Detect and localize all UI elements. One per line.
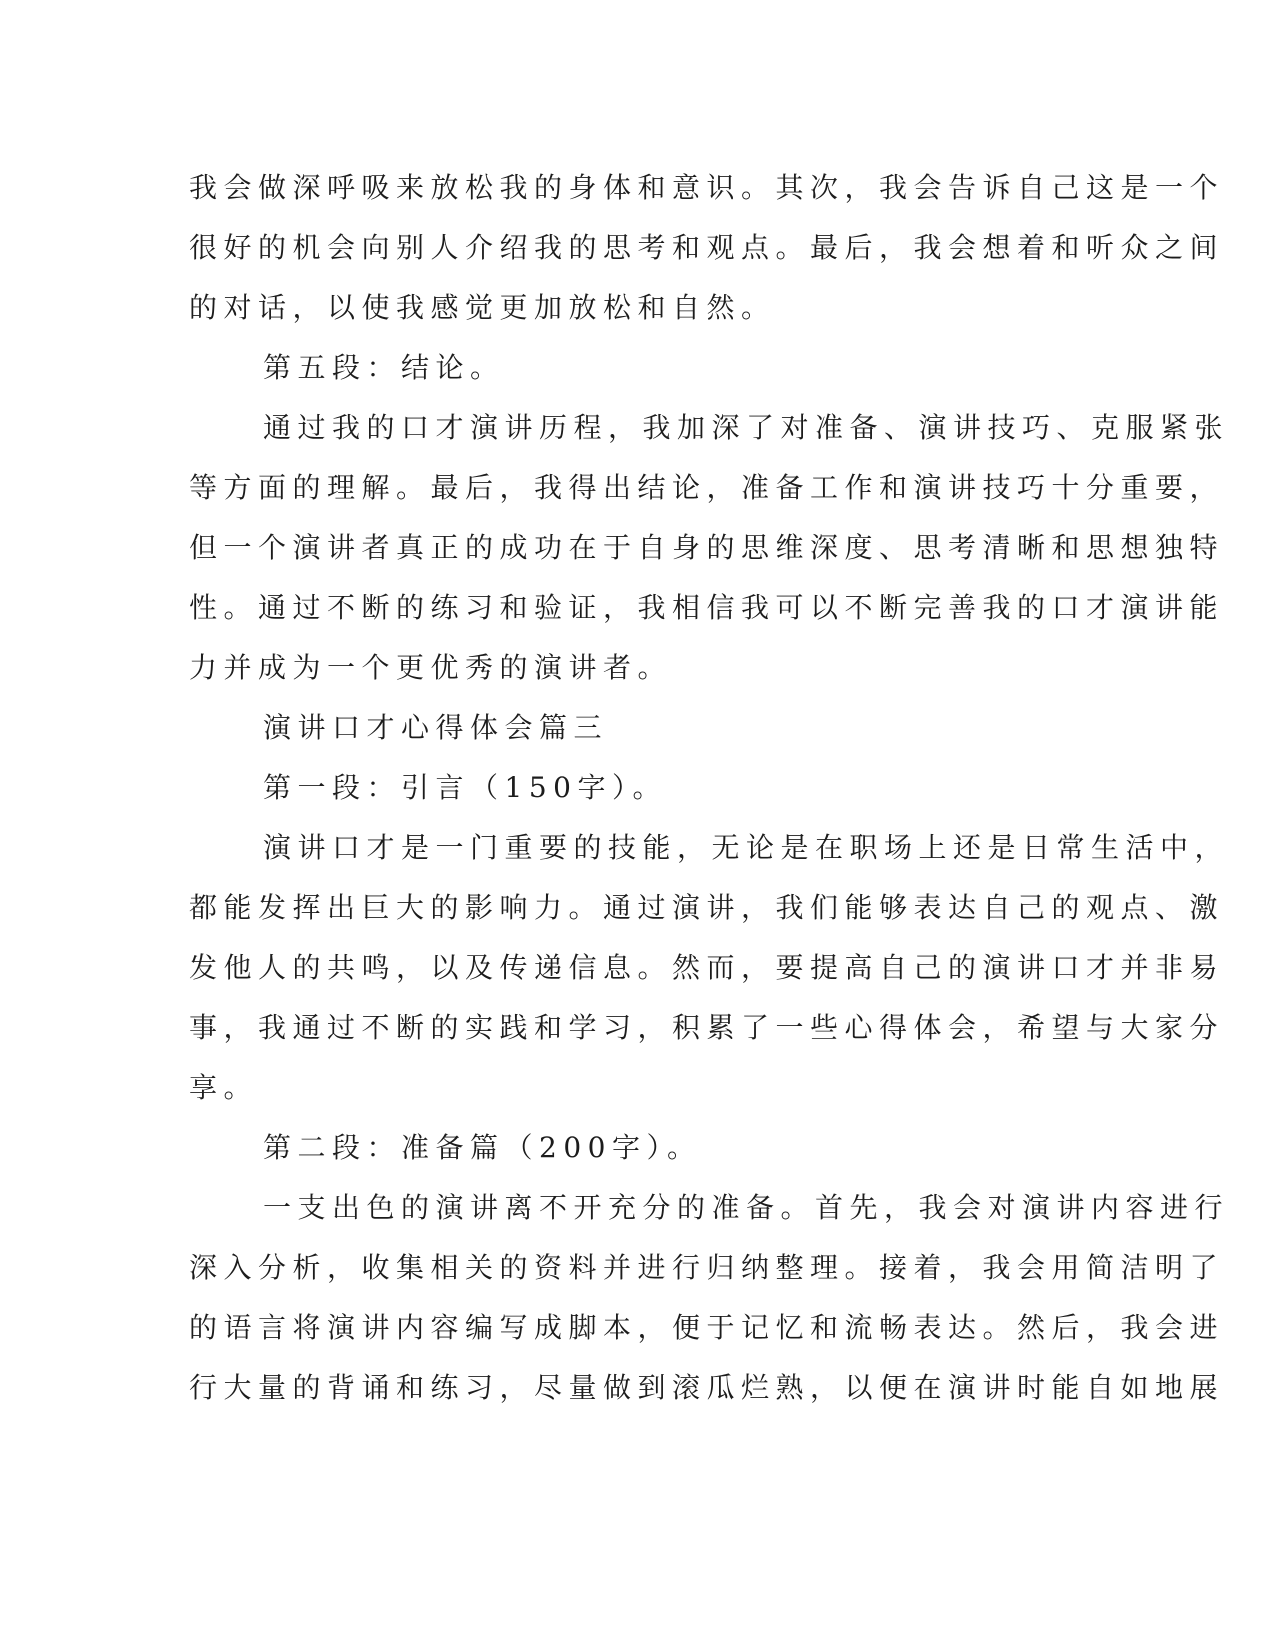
section-heading: 第二段：准备篇（200字）。 [263, 1131, 702, 1164]
paragraph-line: 深入分析，收集相关的资料并进行归纳整理。接着，我会用简洁明了 [189, 1251, 1225, 1284]
paragraph-line: 很好的机会向别人介绍我的思考和观点。最后，我会想着和听众之间 [189, 231, 1225, 264]
paragraph-line: 行大量的背诵和练习，尽量做到滚瓜烂熟，以便在演讲时能自如地展 [189, 1371, 1225, 1404]
paragraph-line: 的对话，以使我感觉更加放松和自然。 [189, 291, 776, 324]
paragraph-line: 发他人的共鸣，以及传递信息。然而，要提高自己的演讲口才并非易 [189, 951, 1225, 984]
paragraph-line: 的语言将演讲内容编写成脚本，便于记忆和流畅表达。然后，我会进 [189, 1311, 1225, 1344]
paragraph-line: 享。 [189, 1071, 259, 1104]
paragraph-line: 通过我的口才演讲历程，我加深了对准备、演讲技巧、克服紧张 [263, 411, 1230, 444]
paragraph-line: 都能发挥出巨大的影响力。通过演讲，我们能够表达自己的观点、激 [189, 891, 1225, 924]
article-title: 演讲口才心得体会篇三 [263, 711, 609, 744]
paragraph-line: 性。通过不断的练习和验证，我相信我可以不断完善我的口才演讲能 [189, 591, 1225, 624]
paragraph-line: 等方面的理解。最后，我得出结论，准备工作和演讲技巧十分重要， [189, 471, 1225, 504]
paragraph-line: 事，我通过不断的实践和学习，积累了一些心得体会，希望与大家分 [189, 1011, 1225, 1044]
paragraph-line: 力并成为一个更优秀的演讲者。 [189, 651, 673, 684]
paragraph-line: 我会做深呼吸来放松我的身体和意识。其次，我会告诉自己这是一个 [189, 171, 1225, 204]
paragraph-line: 但一个演讲者真正的成功在于自身的思维深度、思考清晰和思想独特 [189, 531, 1225, 564]
section-heading: 第五段：结论。 [263, 351, 505, 384]
paragraph-line: 演讲口才是一门重要的技能，无论是在职场上还是日常生活中， [263, 831, 1230, 864]
section-heading: 第一段：引言（150字）。 [263, 771, 667, 804]
paragraph-line: 一支出色的演讲离不开充分的准备。首先，我会对演讲内容进行 [263, 1191, 1230, 1224]
